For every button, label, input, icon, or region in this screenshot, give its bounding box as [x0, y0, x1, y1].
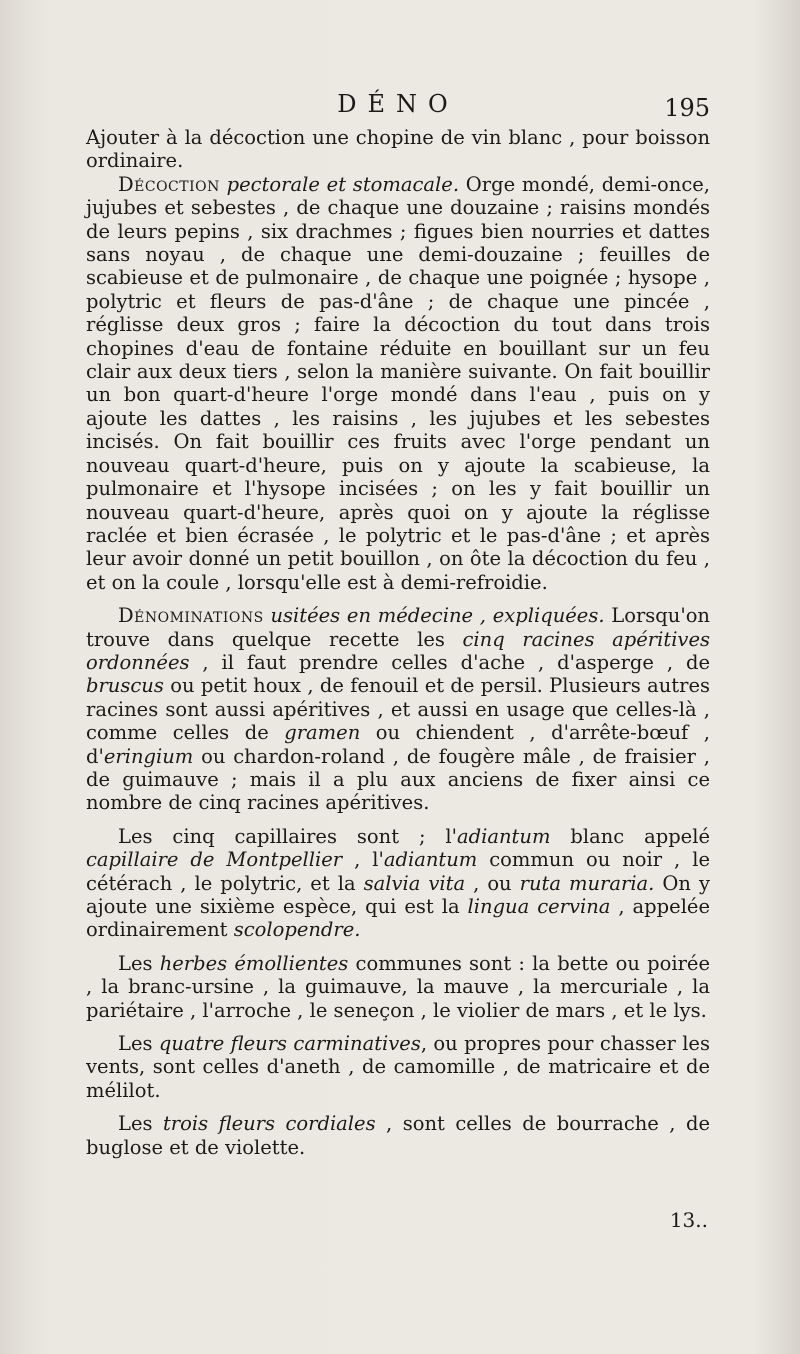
text-run: commun ou noir , le cétérach , le polytric, et la	[86, 848, 710, 895]
text-run: ou chiendent , d'arrête-bœuf , d'	[86, 721, 710, 768]
paragraph	[86, 604, 710, 815]
page-header	[86, 88, 710, 122]
italic-run: gramen	[284, 721, 361, 745]
text-run: , sont celles de bourrache , de buglose et de violette.	[86, 1112, 710, 1159]
italic-run: capillaire de Montpellier	[86, 848, 343, 872]
italic-run: quatre fleurs carminatives	[158, 1032, 421, 1056]
italic-run: usitées en médecine , expliquées.	[263, 604, 605, 628]
text-run: communes sont : la bette ou poirée , la branc-ursine , la guimauve, la mauve , la mercuriale , la pariétaire , l'arroche , le seneçon , le violier de mars , et le lys.	[86, 951, 710, 1022]
text-run: Les cinq capillaires sont ; l'	[118, 824, 458, 848]
italic-run: trois fleurs cordiales	[162, 1112, 376, 1136]
text-run: , l'	[342, 848, 384, 872]
italic-run: lingua cervina	[467, 895, 611, 918]
text-run: ou petit houx , de fenouil et de persil. Plusieurs autres racines sont aussi apéritives , et aussi en usage que celles-là , comme celles de	[86, 674, 710, 745]
text-run: Ajouter à la décoction une chopine de vin blanc , pour boisson ordinaire.	[86, 126, 710, 173]
signature-mark: 13..	[669, 1208, 708, 1232]
text-run: Les	[118, 1112, 163, 1136]
page-body	[86, 126, 710, 1159]
italic-run: eringium	[103, 744, 194, 768]
text-run: Les	[118, 951, 160, 975]
italic-run: adiantum	[457, 824, 551, 848]
text-run: , ou	[465, 871, 520, 895]
text-run: , appelée ordinairement	[86, 895, 711, 942]
page-number: 195	[664, 94, 710, 122]
paragraph	[86, 173, 710, 594]
italic-run: adiantum	[383, 848, 478, 872]
text-run: , ou propres pour chasser les vents, sont celles d'aneth , de camomille , de matricaire et de mélilot.	[86, 1032, 710, 1102]
running-head: DÉNO	[337, 90, 459, 118]
paragraph	[86, 126, 710, 173]
text-run: On y ajoute une sixième espèce, qui est la	[86, 871, 710, 918]
italic-run: pectorale et stomacale.	[219, 172, 460, 196]
paragraph	[86, 952, 710, 1022]
paragraph	[86, 1112, 710, 1159]
italic-run: cinq racines apéritives ordonnées	[86, 627, 710, 674]
text-run: Orge mondé, demi-once, jujubes et sebestes , de chaque une douzaine ; raisins mondés de leurs pepins , six drachmes ; figues bien nourries et dattes sans noyau , de chaque une demi-douzaine ; feuilles de scabieuse et de pulmonaire , de chaque une poignée ; hysope , polytric et fleurs de pas-d'âne ; de chaque une pincée , réglisse deux gros ; faire la décoction du tout dans trois chopines d'eau de fontaine réduite en bouillant sur un feu clair aux deux tiers , selon la manière suivante. On fait bouillir un bon quart-d'heure l'orge mondé dans l'eau , puis on y ajoute les dattes , les raisins , les jujubes et les sebestes incisés. On fait bouillir ces fruits avec l'orge pendant un nouveau quart-d'heure, puis on y ajoute la scabieuse, la pulmonaire et l'hysope incisées ; on les y fait bouillir un nouveau quart-d'heure, après quoi on y ajoute la réglisse raclée et bien écrasée , le polytric et le pas-d'âne ; et après leur avoir donné un petit bouillon , on ôte la décoction du feu , et on la coule , lorsqu'elle est à demi-refroidie.	[86, 172, 710, 594]
italic-run: bruscus	[86, 674, 164, 698]
small-caps-run: Dénominations	[118, 604, 264, 628]
text-run: Lorsqu'on trouve dans quelque recette les	[86, 604, 710, 651]
text-run: , il faut prendre celles d'ache , d'asperge , de	[189, 650, 710, 674]
italic-run: ruta muraria.	[519, 871, 655, 895]
text-run: ou chardon-roland , de fougère mâle , de fraisier , de guimauve ; mais il a plu aux anciens de fixer ainsi ce nombre de cinq racines apéritives.	[86, 744, 710, 815]
text-run: blanc appelé	[550, 824, 711, 848]
paragraph	[86, 1032, 710, 1102]
paragraph	[86, 825, 710, 942]
small-caps-run: Décoction	[118, 172, 220, 196]
italic-run: scolopendre.	[233, 918, 361, 942]
text-run: Les	[118, 1032, 159, 1056]
italic-run: salvia vita	[363, 871, 466, 895]
italic-run: herbes émollientes	[159, 951, 349, 975]
